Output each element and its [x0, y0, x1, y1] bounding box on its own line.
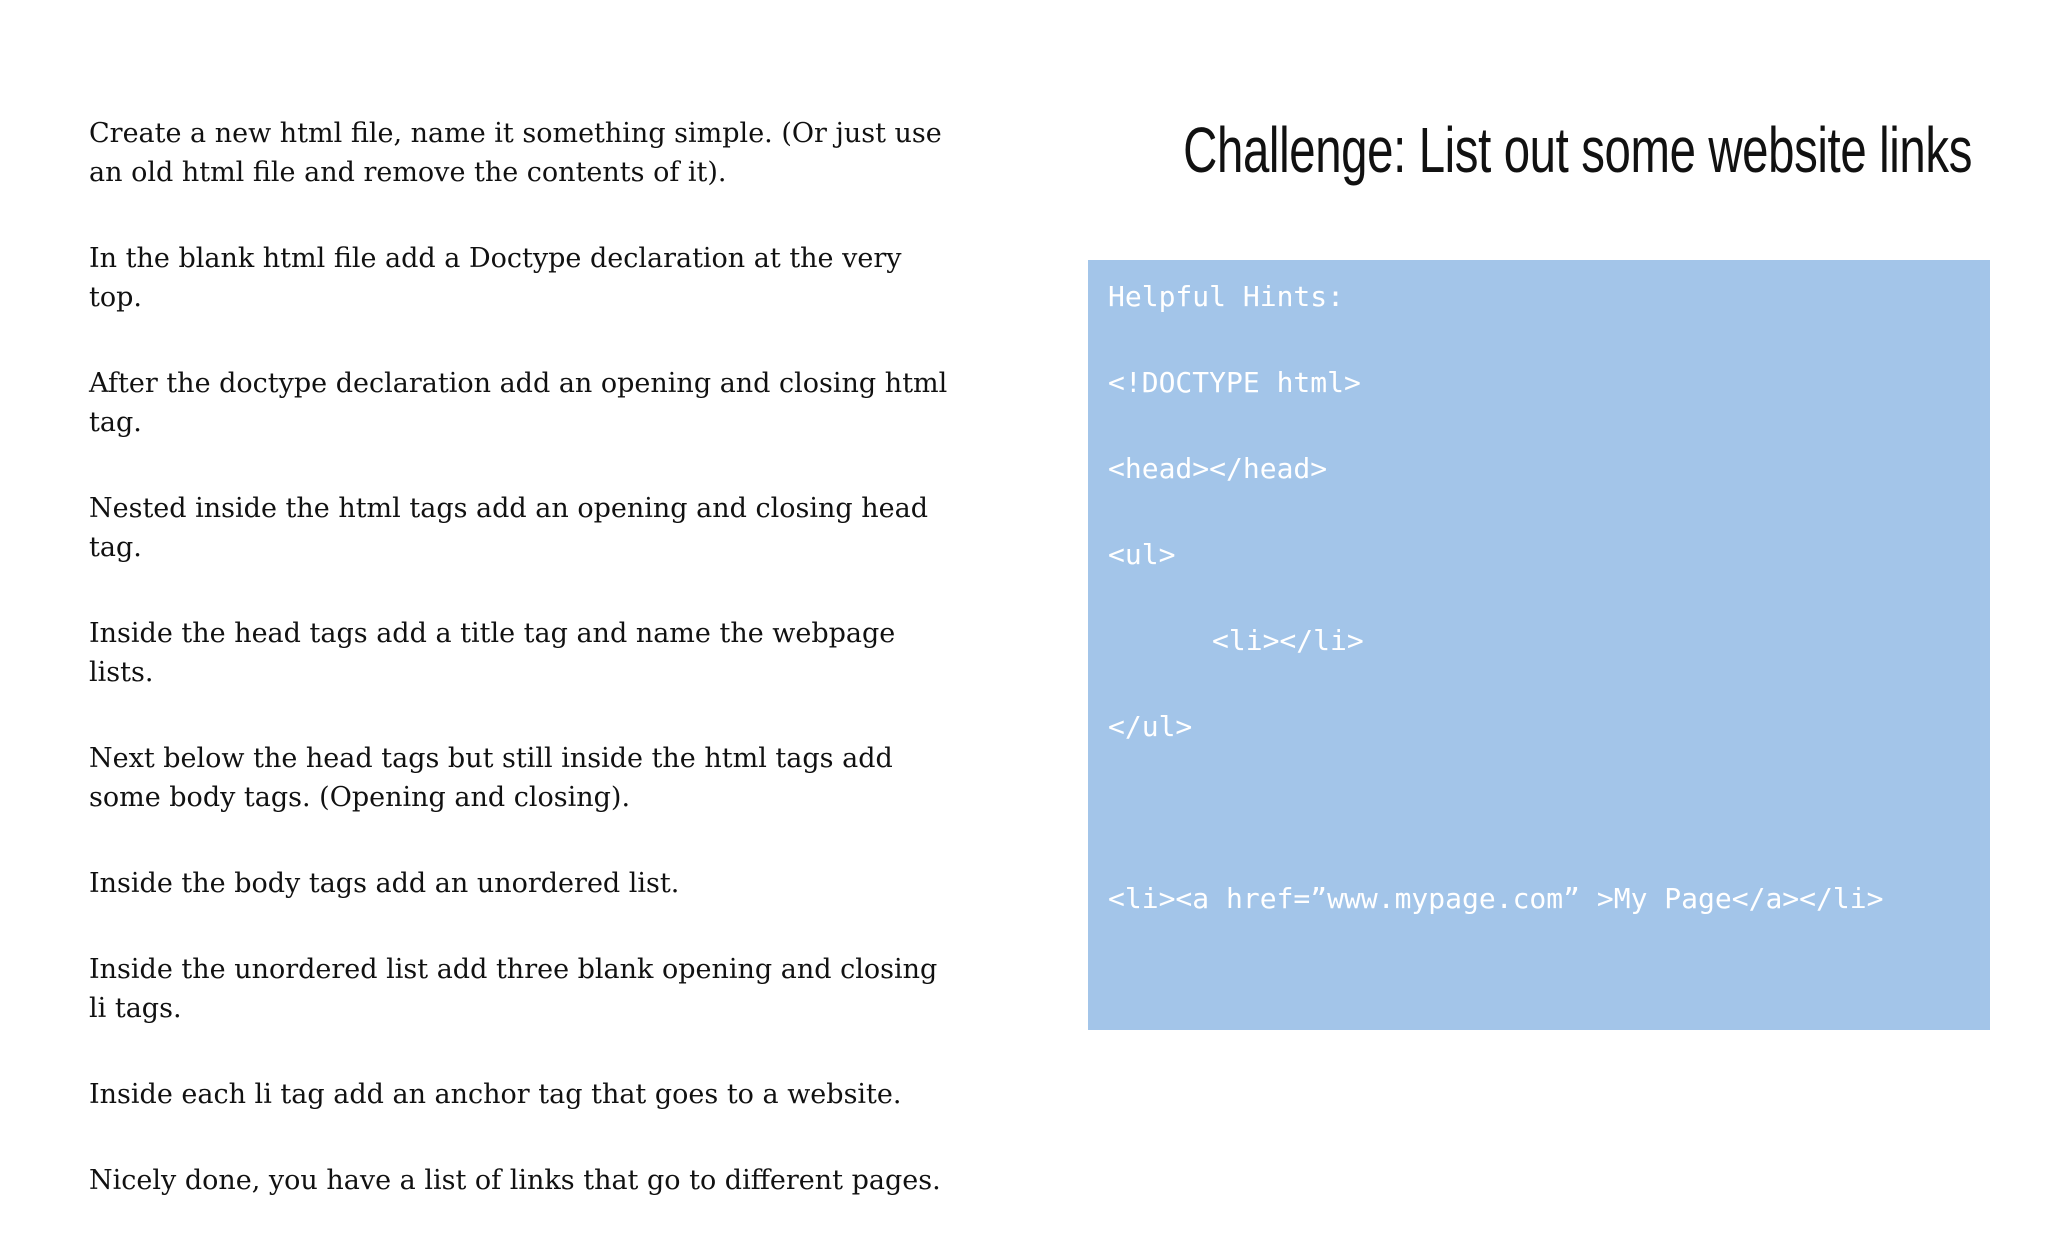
hint-ul-close: </ul> [1108, 710, 1193, 743]
hint-head-tag: <head></head> [1108, 452, 1328, 485]
helpful-hints-box [1088, 260, 1990, 1030]
instruction-step-3: After the doctype declaration add an opening and closing html tag. [89, 368, 948, 438]
hints-heading: Helpful Hints: [1108, 280, 1345, 313]
hint-li-tag: <li></li> [1212, 624, 1364, 657]
instruction-step-4: Nested inside the html tags add an opening and closing head tag. [89, 493, 929, 563]
hint-anchor-example: <li><a href=”www.mypage.com” >My Page</a></li> [1108, 882, 1884, 915]
instruction-step-8: Inside the unordered list add three blank opening and closing li tags. [89, 954, 938, 1024]
instruction-step-1: Create a new html file, name it something simple. (Or just use an old html file and remove the contents of it). [89, 118, 942, 188]
instruction-step-6: Next below the head tags but still inside the html tags add some body tags. (Opening and closing). [89, 743, 893, 813]
instruction-step-9: Inside each li tag add an anchor tag that goes to a website. [89, 1079, 902, 1110]
instruction-step-10: Nicely done, you have a list of links that go to different pages. [89, 1165, 941, 1196]
instruction-step-5: Inside the head tags add a title tag and name the webpage lists. [89, 618, 896, 688]
instruction-step-2: In the blank html file add a Doctype declaration at the very top. [89, 243, 902, 313]
instructions-list [89, 114, 949, 1247]
hint-doctype: <!DOCTYPE html> [1108, 366, 1361, 399]
slide-title: Challenge: List out some website links [1183, 114, 1972, 186]
instruction-step-7: Inside the body tags add an unordered list. [89, 868, 680, 899]
hint-ul-open: <ul> [1108, 538, 1176, 571]
